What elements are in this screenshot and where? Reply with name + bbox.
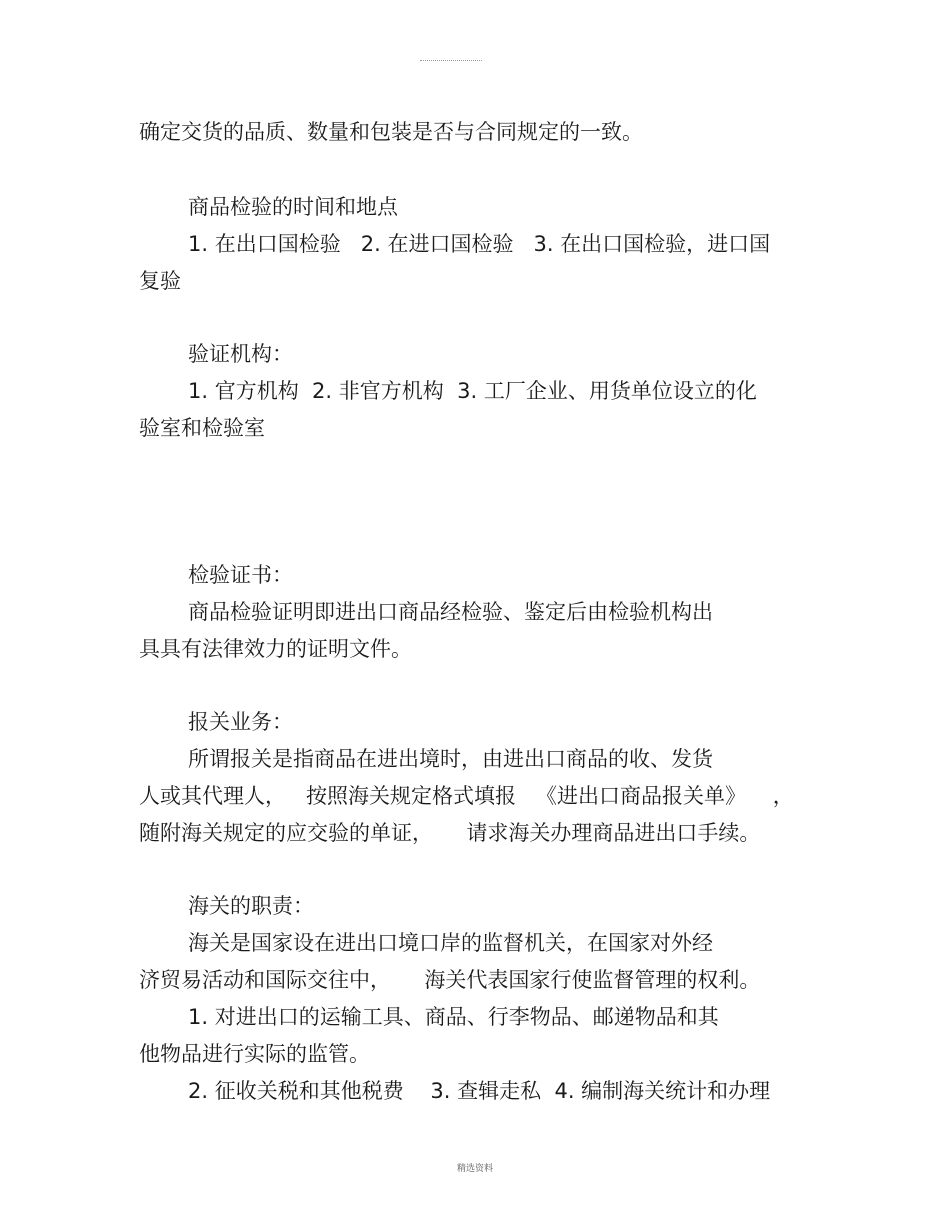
text-line: 具具有法律效力的证明文件。 [139, 637, 412, 661]
text-line: 海关是国家设在进出口境口岸的监督机关，在国家对外经 [188, 931, 713, 955]
text-line: 随附海关规定的应交验的单证， 请求海关办理商品进出口手续。 [139, 821, 761, 845]
text-line: 所谓报关是指商品在进出境时，由进出口商品的收、发货 [188, 747, 713, 771]
text-line: 1. 对进出口的运输工具、商品、行李物品、邮递物品和其 [188, 1005, 719, 1029]
text-line: 2. 征收关税和其他税费 3. 查辑走私 4. 编制海关统计和办理 [188, 1079, 771, 1103]
section-heading-inspection-agency: 验证机构： [188, 342, 293, 366]
text-line: 他物品进行实际的监管。 [139, 1042, 370, 1066]
text-line: 验室和检验室 [139, 416, 265, 440]
section-heading-customs-declaration: 报关业务： [188, 710, 293, 734]
text-line: 商品检验证明即进出口商品经检验、鉴定后由检验机构出 [188, 600, 713, 624]
text-line: 确定交货的品质、数量和包装是否与合同规定的一致。 [139, 120, 643, 144]
text-line: 人或其代理人， 按照海关规定格式填报 《进出口商品报关单》 ， [139, 784, 794, 808]
section-heading-customs-duties: 海关的职责： [188, 894, 314, 918]
text-line: 济贸易活动和国际交往中， 海关代表国家行使监督管理的权利。 [139, 968, 761, 992]
section-heading-inspection-certificate: 检验证书： [188, 563, 293, 587]
page-footer: 精选资料 [456, 1164, 493, 1174]
text-line: 1. 官方机构 2. 非官方机构 3. 工厂企业、用货单位设立的化 [188, 379, 757, 403]
header-rule [420, 60, 482, 61]
section-heading-inspection-time-place: 商品检验的时间和地点 [188, 195, 398, 219]
text-line: 1. 在出口国检验 2. 在进口国检验 3. 在出口国检验，进口国 [188, 232, 771, 256]
text-line: 复验 [139, 269, 181, 293]
